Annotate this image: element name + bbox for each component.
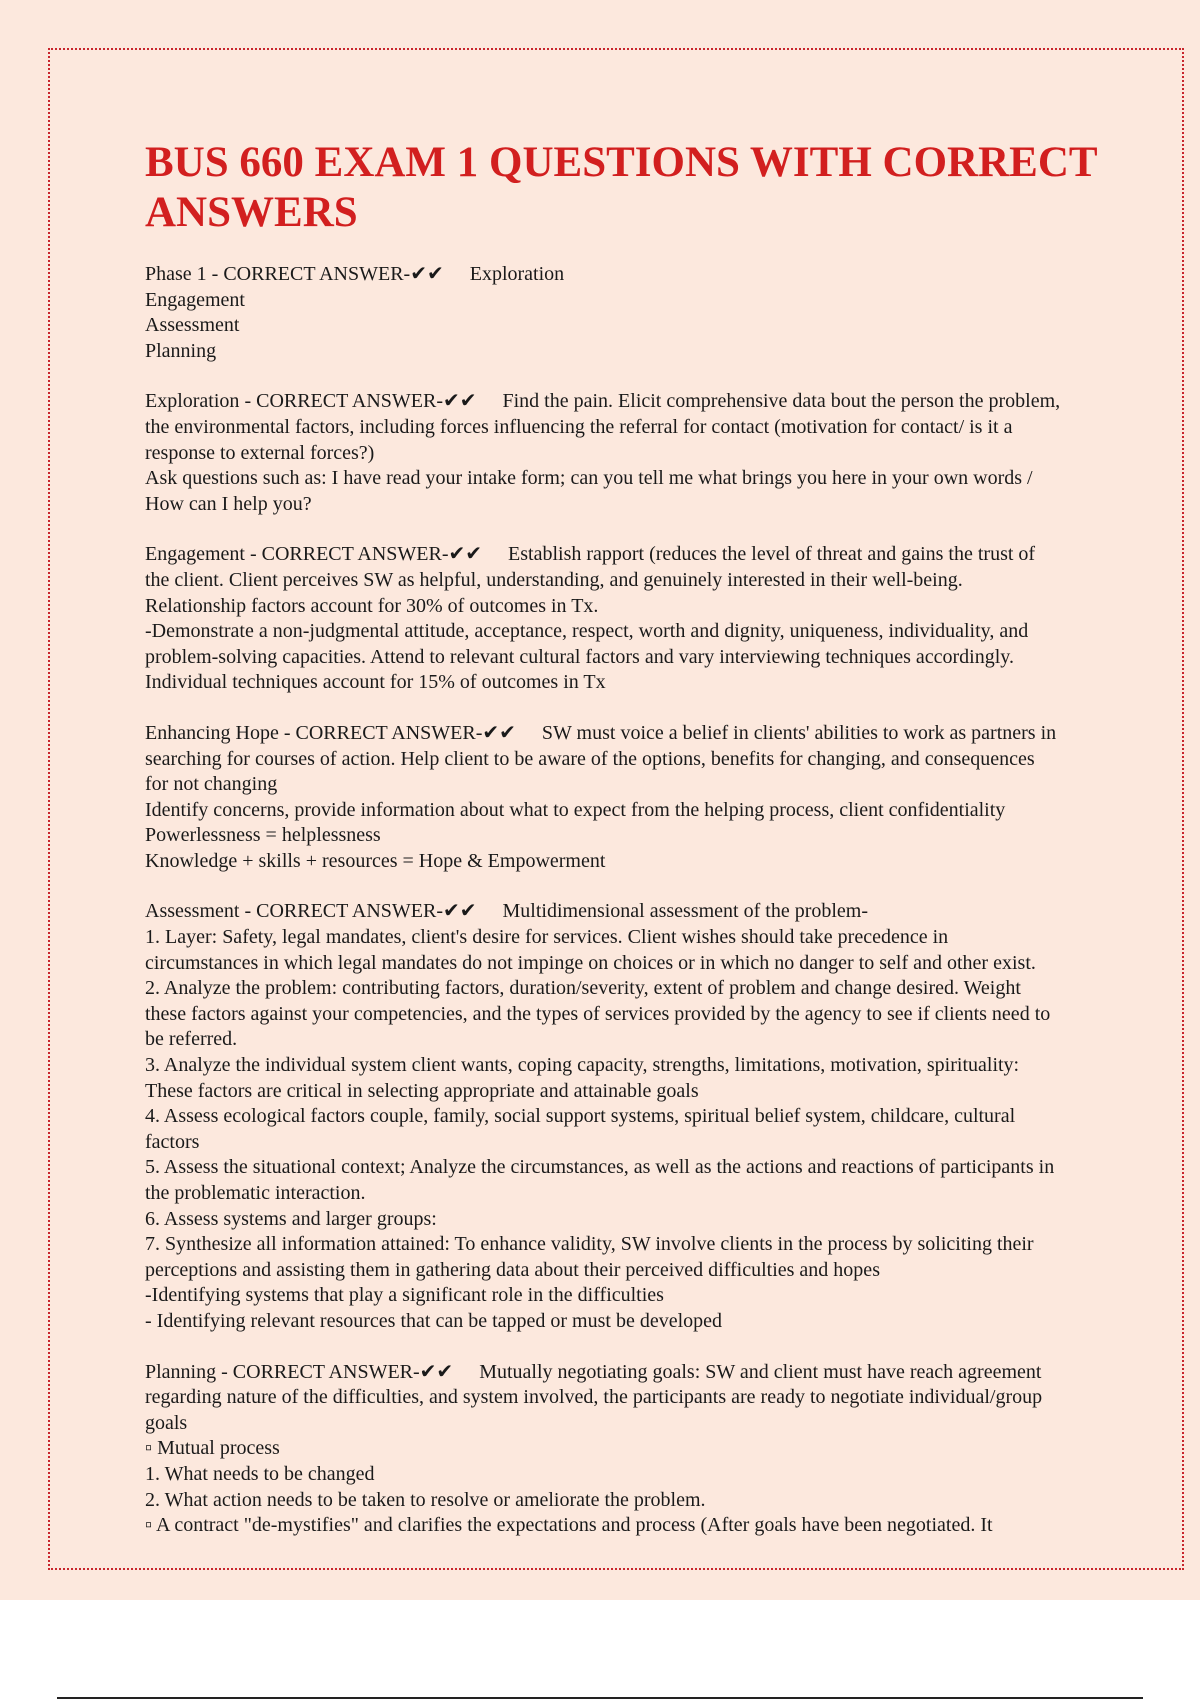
qa-answer-line: 1. What needs to be changed [145, 1462, 375, 1485]
qa-answer-line: Powerlessness = helplessness [145, 824, 381, 847]
qa-answer-line: 1. Layer: Safety, legal mandates, client's desire for services. Client wishes should take precedence in [145, 926, 949, 949]
qa-item [145, 899, 1165, 1334]
qa-answer-line: 5. Assess the situational context; Analyze the circumstances, as well as the actions and reactions of participants in [145, 1156, 1055, 1179]
qa-answer-first: Multidimensional assessment of the problem- [502, 900, 869, 923]
qa-item [145, 721, 1165, 875]
qa-answer-first: Mutually negotiating goals: SW and client must have reach agreement [479, 1360, 1042, 1383]
page-divider [57, 1697, 1143, 1699]
qa-answer-first: Establish rapport (reduces the level of threat and gains the trust of [508, 543, 1036, 566]
qa-term: Phase 1 [145, 263, 207, 285]
qa-list [145, 262, 1165, 1539]
qa-answer-line: regarding nature of the difficulties, and system involved, the participants are ready to negotiate individual/group [145, 1386, 1043, 1409]
qa-answer-line: -Identifying systems that play a significant role in the difficulties [145, 1284, 664, 1307]
qa-question-line [145, 389, 1165, 415]
correct-answer-marker: - CORRECT ANSWER-✔✔ [221, 1360, 454, 1383]
correct-answer-marker: - CORRECT ANSWER-✔✔ [211, 263, 444, 285]
qa-answer-line: How can I help you? [145, 492, 312, 515]
qa-answer-line: - Identifying relevant resources that can be tapped or must be developed [145, 1309, 723, 1332]
qa-answer-line: the problematic interaction. [145, 1182, 366, 1204]
qa-answer-line: Engagement [145, 288, 245, 311]
document-content [145, 138, 1165, 1564]
document-title [145, 138, 1165, 238]
qa-answer-line: Assessment [145, 314, 240, 337]
qa-term: Exploration [145, 390, 240, 413]
qa-answer-line: factors [145, 1130, 200, 1153]
qa-answer-line: 2. Analyze the problem: contributing factors, duration/severity, extent of problem and change desired. Weight [145, 977, 1021, 1000]
qa-answer-line: searching for courses of action. Help client to be aware of the options, benefits for changing, and consequences [145, 747, 1035, 770]
qa-term: Enhancing Hope [145, 721, 279, 744]
qa-answer-line: these factors against your competencies, and the types of services provided by the agency to see if clients need to [145, 1002, 1051, 1025]
qa-question-line [145, 1360, 1165, 1386]
qa-answer-line: the client. Client perceives SW as helpful, understanding, and genuinely interested in their well-being. [145, 568, 963, 591]
correct-answer-marker: - CORRECT ANSWER-✔✔ [244, 390, 477, 413]
qa-answer-line: Relationship factors account for 30% of outcomes in Tx. [145, 594, 599, 617]
qa-answer-line: the environmental factors, including forces influencing the referral for contact (motivation for contact/ is it a [145, 415, 1013, 438]
qa-answer-line: problem-solving capacities. Attend to relevant cultural factors and vary interviewing techniques accordingly. [145, 645, 1014, 668]
qa-answer-line: 4. Assess ecological factors couple, family, social support systems, spiritual belief system, childcare, cultural [145, 1105, 1016, 1128]
qa-answer-line: be referred. [145, 1028, 238, 1051]
qa-term: Engagement [145, 543, 245, 566]
qa-answer-first: Find the pain. Elicit comprehensive data bout the person the problem, [502, 390, 1061, 413]
qa-question-line [145, 899, 1165, 925]
qa-item [145, 542, 1165, 696]
qa-answer-line: ▫ Mutual process [145, 1437, 280, 1460]
qa-answer-line: response to external forces?) [145, 441, 375, 464]
qa-answer-line: ▫ A contract "de-mystifies" and clarifies the expectations and process (After goals have been negotiated. It [145, 1514, 993, 1537]
qa-item [145, 1360, 1165, 1539]
qa-item [145, 389, 1165, 517]
qa-answer-line: goals [145, 1411, 188, 1434]
qa-question-line [145, 262, 1165, 288]
qa-answer-first: SW must voice a belief in clients' abilities to work as partners in [541, 721, 1057, 744]
qa-question-line [145, 542, 1165, 568]
qa-question-line [145, 721, 1165, 747]
correct-answer-marker: - CORRECT ANSWER-✔✔ [249, 543, 483, 566]
qa-answer-line: 7. Synthesize all information attained: To enhance validity, SW involve clients in the process by soliciting their [145, 1233, 1034, 1256]
qa-item [145, 262, 1165, 364]
qa-answer-line: Identify concerns, provide information about what to expect from the helping process, client confidentiality [145, 798, 1006, 821]
qa-answer-line: circumstances in which legal mandates do not impinge on choices or in which no danger to self and other exist. [145, 951, 1036, 974]
qa-answer-line: Knowledge + skills + resources = Hope & Empowerment [145, 849, 606, 872]
title-line-2: ANSWERS [145, 189, 358, 236]
qa-answer-line: These factors are critical in selecting appropriate and attainable goals [145, 1079, 699, 1102]
title-line-1: BUS 660 EXAM 1 QUESTIONS WITH CORRECT [145, 139, 1098, 186]
qa-answer-line: for not changing [145, 773, 278, 796]
qa-answer-line: Planning [145, 339, 217, 362]
qa-answer-line: 2. What action needs to be taken to resolve or ameliorate the problem. [145, 1488, 706, 1511]
correct-answer-marker: - CORRECT ANSWER-✔✔ [244, 900, 477, 923]
qa-term: Planning [145, 1360, 217, 1383]
qa-answer-line: -Demonstrate a non-judgmental attitude, acceptance, respect, worth and dignity, uniqueness, individuality, and [145, 620, 1029, 643]
qa-answer-line: 3. Analyze the individual system client wants, coping capacity, strengths, limitations, motivation, spirituality: [145, 1054, 1020, 1077]
qa-answer-line: perceptions and assisting them in gathering data about their perceived difficulties and hopes [145, 1258, 880, 1281]
qa-answer-first: Exploration [469, 263, 565, 285]
qa-answer-line: Individual techniques account for 15% of outcomes in Tx [145, 671, 606, 694]
qa-answer-line: 6. Assess systems and larger groups: [145, 1207, 437, 1230]
qa-answer-line: Ask questions such as: I have read your intake form; can you tell me what brings you here in your own words / [145, 467, 1033, 490]
qa-term: Assessment [145, 900, 240, 923]
correct-answer-marker: - CORRECT ANSWER-✔✔ [283, 721, 516, 744]
